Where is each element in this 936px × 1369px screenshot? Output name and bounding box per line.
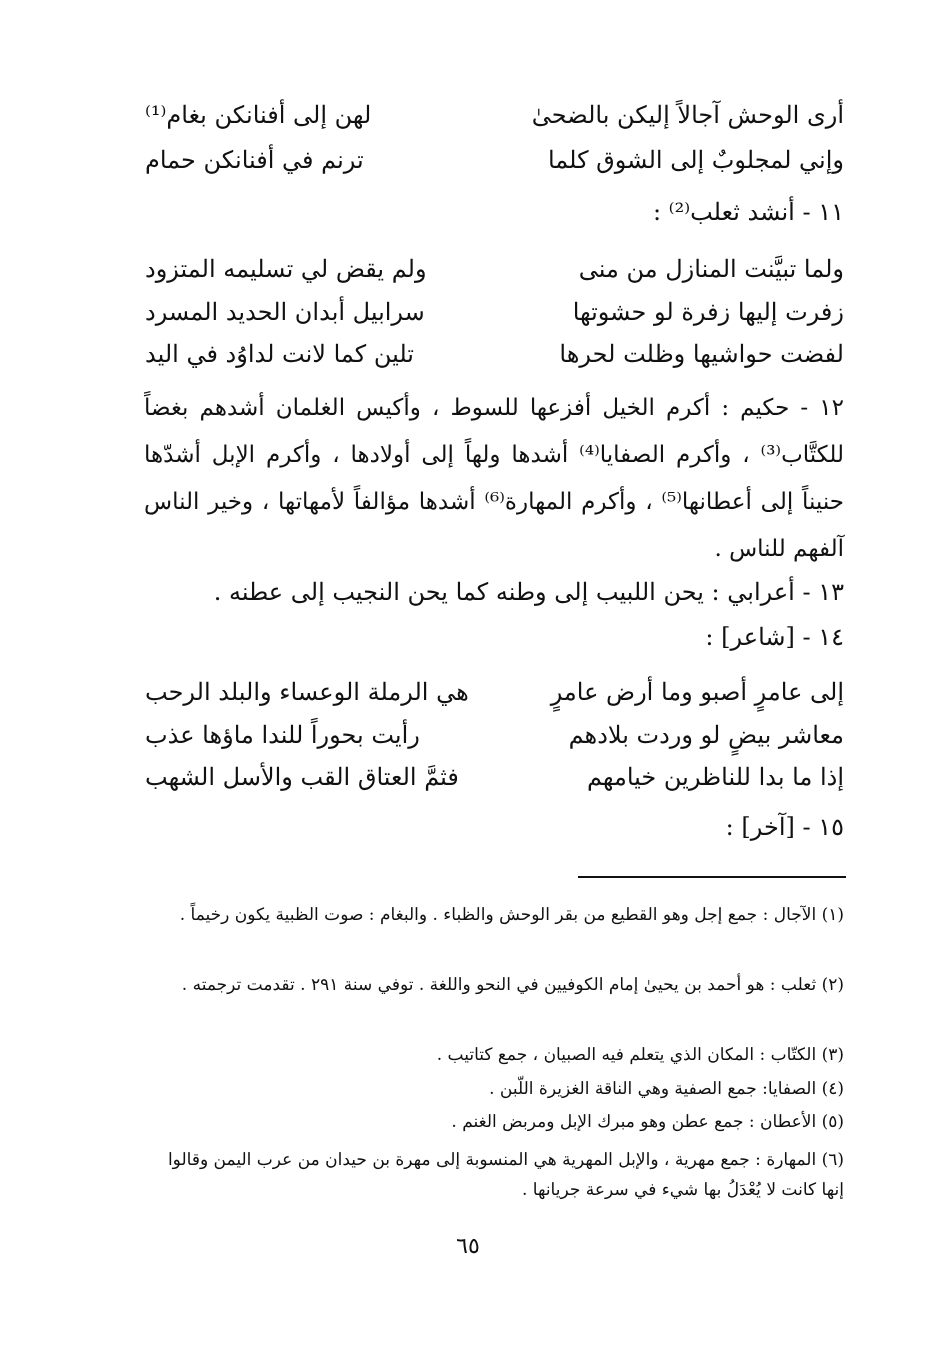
footnote-6: (٦) المهارة : جمع مهرية ، والإبل المهرية هي المنسوبة إلى مهرة بن حيدان من عرب اليمن وقالوا إنها كانت لا يُعْدَلُ بها شيء في سرعة جريانها . bbox=[167, 1150, 844, 1200]
footnote-separator bbox=[578, 876, 846, 878]
footnote-1: (١) الآجال : جمع إجل وهو القطيع من بقر الوحش والظباء . والبغام : صوت الظبية يكون رخيماً . bbox=[179, 905, 844, 925]
verse-2-hemistich-2: ترنم في أفنانكن حمام bbox=[145, 146, 364, 174]
verse-4-hemistich-1: زفرت إليها زفرة لو حشوتها bbox=[572, 298, 844, 326]
verse-7-hemistich-1: معاشر بيضٍ لو وردت بلادهم bbox=[568, 721, 844, 749]
verse-1-hemistich-2: لهن إلى أفنانكن بغام⁽¹⁾ bbox=[145, 101, 372, 129]
item-15-heading: ١٥ - [آخر] : bbox=[725, 813, 844, 841]
verse-2-hemistich-1: وإني لمجلوبٌ إلى الشوق كلما bbox=[547, 146, 844, 174]
footnote-3: (٣) الكتّاب : المكان الذي يتعلم فيه الصبيان ، جمع كتاتيب . bbox=[436, 1045, 844, 1065]
verse-8-hemistich-2: فثمَّ العتاق القب والأسل الشهب bbox=[145, 763, 459, 791]
verse-6-hemistich-1: إلى عامرٍ أصبو وما أرض عامرٍ bbox=[550, 678, 844, 706]
item-11-heading: ١١ - أنشد ثعلب⁽²⁾ : bbox=[652, 198, 844, 226]
footnote-2: (٢) ثعلب : هو أحمد بن يحيىٰ إمام الكوفيين في النحو واللغة . توفي سنة ٢٩١ . تقدمت ترجمته . bbox=[181, 975, 844, 995]
page-number: ٦٥ bbox=[456, 1234, 480, 1259]
footnote-5: (٥) الأعطان : جمع عطن وهو مبرك الإبل ومربض الغنم . bbox=[451, 1112, 844, 1132]
verse-8-hemistich-1: إذا ما بدا للناظرين خيامهم bbox=[586, 763, 844, 791]
verse-3-hemistich-2: ولم يقض لي تسليمه المتزود bbox=[145, 255, 427, 283]
verse-5-hemistich-2: تلين كما لانت لداوُد في اليد bbox=[145, 340, 414, 368]
verse-6-hemistich-2: هي الرملة الوعساء والبلد الرحب bbox=[145, 678, 469, 706]
footnote-4: (٤) الصفايا: جمع الصفية وهي الناقة الغزيرة اللّبن . bbox=[489, 1079, 844, 1099]
item-14-heading: ١٤ - [شاعر] : bbox=[705, 623, 844, 651]
item-12-paragraph: ١٢ - حكيم : أكرم الخيل أفزعها للسوط ، وأكيس الغلمان أشدهم بغضاً للكتَّاب⁽³⁾ ، وأكرم الصفايا⁽⁴⁾ أشدها ولهاً إلى أولادها ، وأكرم الإبل أشدّها حنيناً إلى أعطانها⁽⁵⁾ ، وأكرم المهارة⁽⁶⁾ أشدها مؤالفاً لأمهاتها ، وخير الناس آلفهم للناس . bbox=[144, 395, 844, 562]
verse-3-hemistich-1: ولما تبيَّنت المنازل من منى bbox=[578, 255, 844, 283]
verse-7-hemistich-2: رأيت بحوراً للندا ماؤها عذب bbox=[145, 721, 420, 749]
item-13-paragraph: ١٣ - أعرابي : يحن اللبيب إلى وطنه كما يحن النجيب إلى عطنه . bbox=[213, 578, 844, 606]
verse-5-hemistich-1: لفضت حواشيها وظلت لحرها bbox=[559, 340, 844, 368]
verse-4-hemistich-2: سرابيل أبدان الحديد المسرد bbox=[145, 298, 425, 326]
verse-1-hemistich-1: أرى الوحش آجالاً إليكن بالضحىٰ bbox=[531, 101, 844, 129]
